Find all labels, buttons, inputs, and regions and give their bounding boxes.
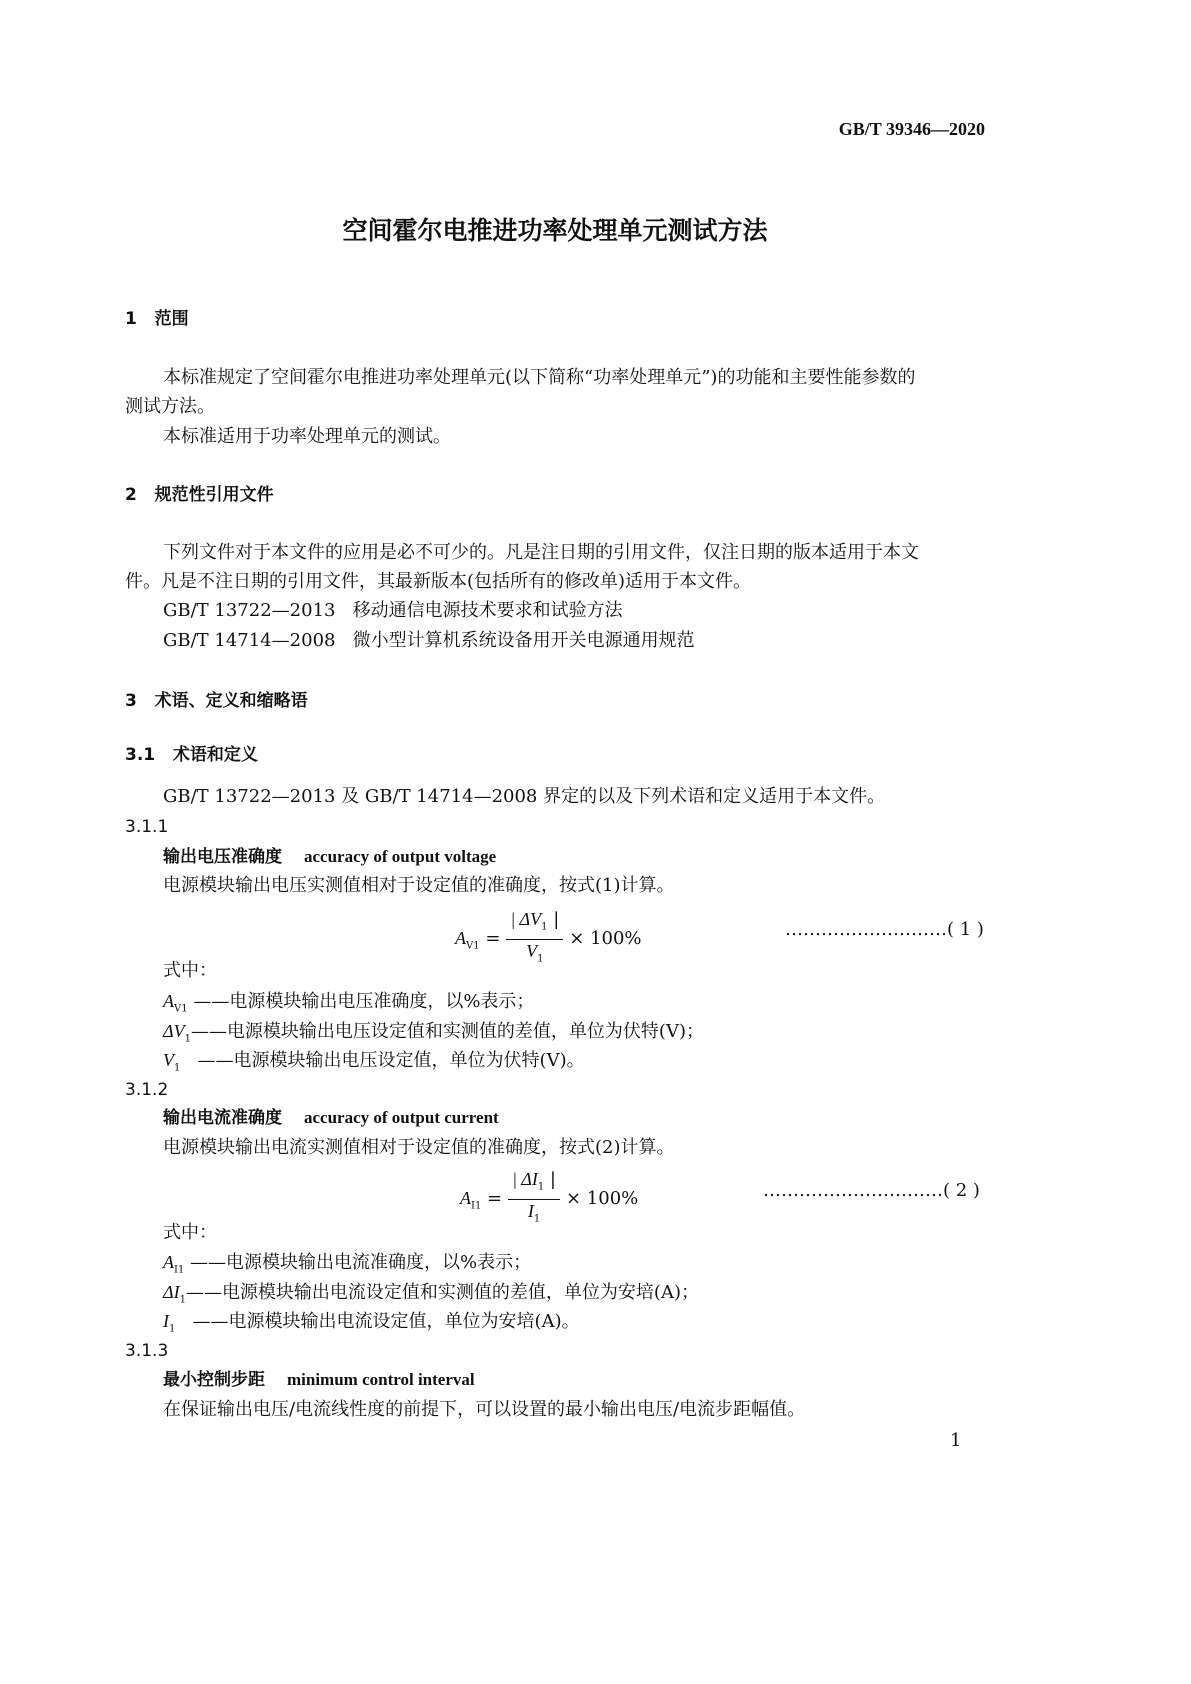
term-en: accuracy of output current xyxy=(304,1108,499,1127)
paragraph: 件。凡是不注日期的引用文件，其最新版本(包括所有的修改单)适用于本文件。 xyxy=(125,571,752,592)
variable-desc: ——电源模块输出电流设定值，单位为安培(A)。 xyxy=(192,1311,580,1332)
variable-sub: I1 xyxy=(174,1264,185,1276)
where-label: 式中： xyxy=(163,1222,217,1243)
variable-definition xyxy=(163,990,534,1021)
variable-sub: 1 xyxy=(174,1062,181,1074)
fraction xyxy=(506,908,563,970)
where-label: 式中： xyxy=(163,960,217,981)
reference-item xyxy=(163,630,695,652)
denominator-sub: 1 xyxy=(537,953,544,965)
variable-desc: ——电源模块输出电压准确度，以%表示； xyxy=(193,991,535,1012)
leader-dots: ……………………… xyxy=(785,919,947,940)
paragraph: GB/T 13722—2013 及 GB/T 14714—2008 界定的以及下列术语和定义适用于本文件。 xyxy=(163,786,886,807)
formula-1: $A_{V1}$ = $\frac{| \Delta V_1 |}{V_1}$ × 100% xyxy=(455,908,642,970)
term-en: accuracy of output voltage xyxy=(304,847,497,866)
section-3-heading xyxy=(125,690,308,712)
paragraph: 本标准规定了空间霍尔电推进功率处理单元(以下简称“功率处理单元”)的功能和主要性能参数的 xyxy=(163,367,916,388)
term-en: minimum control interval xyxy=(287,1370,475,1389)
variable-definition xyxy=(163,1281,699,1312)
formula-rhs: × 100% xyxy=(565,1188,639,1210)
variable-sub: 1 xyxy=(179,1294,186,1306)
formula-2: $A_{I1}$ = $\frac{| \Delta I_1 |}{I_1}$ × 100% xyxy=(460,1168,638,1230)
page-number: 1 xyxy=(950,1430,962,1451)
numerator: | ΔI xyxy=(512,1169,538,1189)
variable-symbol: ΔV xyxy=(163,1021,185,1041)
variable-desc: ——电源模块输出电流准确度，以%表示； xyxy=(190,1252,532,1273)
term-number: 3.1.3 xyxy=(125,1341,169,1361)
variable-symbol: A xyxy=(163,991,174,1011)
fraction xyxy=(508,1168,560,1230)
numerator-end: | xyxy=(544,1169,556,1190)
paragraph: 本标准适用于功率处理单元的测试。 xyxy=(163,426,451,447)
reference-code: GB/T 14714—2008 xyxy=(163,630,336,651)
section-1-heading xyxy=(125,308,189,330)
formula-symbol: A xyxy=(460,1188,471,1209)
numerator-sub: 1 xyxy=(541,921,548,933)
numerator-end: | xyxy=(547,909,560,930)
term-number: 3.1.2 xyxy=(125,1080,169,1100)
term-zh: 输出电压准确度 xyxy=(163,847,282,867)
term-definition: 电源模块输出电流实测值相对于设定值的准确度，按式(2)计算。 xyxy=(163,1137,675,1158)
variable-desc: ——电源模块输出电流设定值和实测值的差值，单位为安培(A)； xyxy=(185,1282,699,1303)
section-number: 2 xyxy=(125,485,137,505)
term-heading xyxy=(163,846,496,868)
term-number: 3.1.1 xyxy=(125,817,169,837)
variable-desc: ——电源模块输出电压设定值和实测值的差值，单位为伏特(V)； xyxy=(190,1021,704,1042)
variable-sub: V1 xyxy=(174,1003,188,1015)
variable-definition xyxy=(163,1049,585,1080)
variable-definition xyxy=(163,1310,580,1341)
section-title: 术语和定义 xyxy=(172,745,258,765)
paragraph: 测试方法。 xyxy=(125,396,215,417)
variable-symbol: I xyxy=(163,1311,169,1331)
term-zh: 输出电流准确度 xyxy=(163,1108,282,1128)
equation-number xyxy=(785,919,984,941)
leader-dots: ………………………… xyxy=(763,1180,943,1201)
denominator: V xyxy=(526,940,538,961)
section-title: 规范性引用文件 xyxy=(154,485,274,505)
section-title: 范围 xyxy=(154,309,189,329)
numerator-sub: 1 xyxy=(537,1181,545,1193)
section-number: 3 xyxy=(125,691,137,711)
denominator-sub: 1 xyxy=(533,1213,541,1225)
page-title: 空间霍尔电推进功率处理单元测试方法 xyxy=(342,216,768,245)
equation-number xyxy=(763,1180,980,1202)
equation-label: ( 2 ) xyxy=(943,1180,980,1201)
term-definition: 电源模块输出电压实测值相对于设定值的准确度，按式(1)计算。 xyxy=(163,875,675,896)
denominator: I xyxy=(527,1200,534,1221)
formula-subscript: I1 xyxy=(471,1200,482,1212)
section-title: 术语、定义和缩略语 xyxy=(154,691,308,711)
reference-title: 微小型计算机系统设备用开关电源通用规范 xyxy=(352,630,695,651)
variable-symbol: V xyxy=(163,1050,174,1070)
formula-subscript: V1 xyxy=(466,940,480,952)
section-number: 1 xyxy=(125,309,137,329)
formula-symbol: A xyxy=(455,928,466,949)
variable-sub: 1 xyxy=(184,1033,191,1045)
standard-code: GB/T 39346—2020 xyxy=(838,119,985,139)
term-zh: 最小控制步距 xyxy=(163,1370,265,1390)
variable-symbol: ΔI xyxy=(163,1282,180,1302)
section-3-1-heading xyxy=(125,744,258,766)
term-definition: 在保证输出电压/电流线性度的前提下，可以设置的最小输出电压/电流步距幅值。 xyxy=(163,1399,806,1420)
variable-definition xyxy=(163,1020,704,1051)
section-2-heading xyxy=(125,484,274,506)
term-heading xyxy=(163,1107,499,1129)
variable-symbol: A xyxy=(163,1252,174,1272)
term-heading xyxy=(163,1369,475,1391)
reference-item xyxy=(163,600,623,622)
equation-label: ( 1 ) xyxy=(947,919,984,940)
numerator: | ΔV xyxy=(510,909,542,929)
formula-rhs: × 100% xyxy=(569,928,642,950)
reference-code: GB/T 13722—2013 xyxy=(163,600,336,621)
variable-definition xyxy=(163,1251,531,1282)
section-number: 3.1 xyxy=(125,745,156,765)
reference-title: 移动通信电源技术要求和试验方法 xyxy=(352,600,623,621)
variable-desc: ——电源模块输出电压设定值，单位为伏特(V)。 xyxy=(197,1050,585,1071)
variable-sub: 1 xyxy=(169,1323,176,1335)
paragraph: 下列文件对于本文件的应用是必不可少的。凡是注日期的引用文件，仅注日期的版本适用于本文 xyxy=(163,542,919,563)
